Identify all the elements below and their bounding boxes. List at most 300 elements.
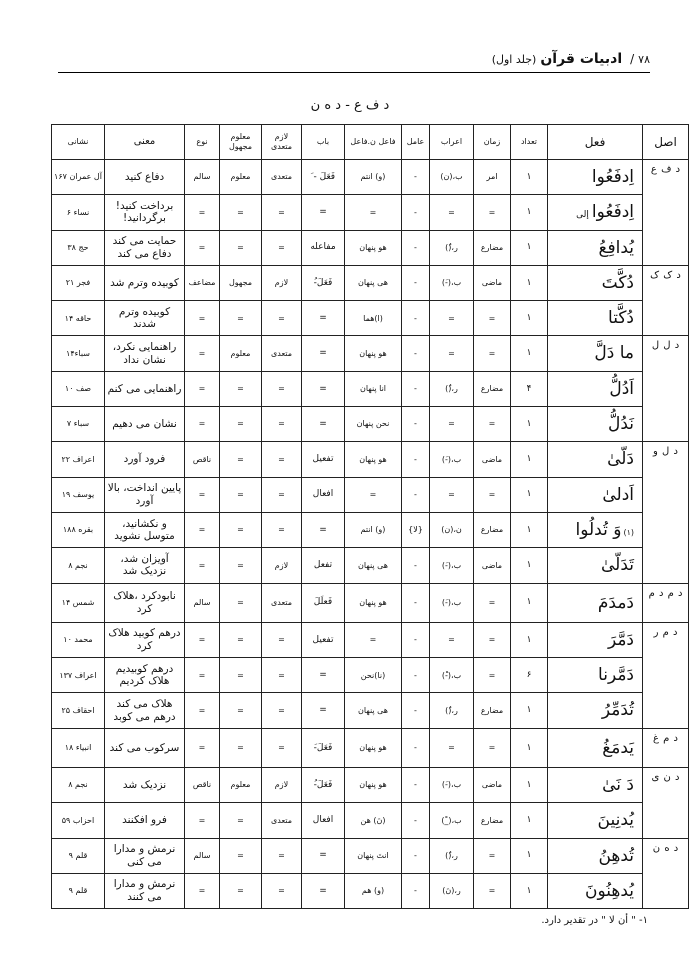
verb-text: يُدنِينَ [597, 810, 634, 831]
cell-bab: افعال [302, 803, 345, 838]
table-row [52, 768, 689, 803]
cell-erab: ر،(نَ) [430, 873, 474, 908]
cell-lazem: متعدی [262, 803, 302, 838]
header-fel: فعل [548, 125, 643, 160]
cell-faeel: (و) انتم [345, 160, 402, 195]
header-separator: / [630, 52, 635, 66]
table-row [52, 336, 689, 371]
cell-bab: فَعَلَ-ُ [302, 265, 345, 300]
table-row [52, 728, 689, 767]
cell-mana: نرمش و مدارا می کنی [105, 838, 185, 873]
verb-text: دَ نَیٰ [602, 775, 634, 795]
cell-lazem: = [262, 230, 302, 265]
cell-amel: - [402, 301, 430, 336]
table-row [52, 803, 689, 838]
cell-bab: = [302, 336, 345, 371]
cell-now: سالم [185, 583, 220, 622]
header-neshani: نشانی [52, 125, 105, 160]
cell-mana: فرو افکنند [105, 803, 185, 838]
cell-neshani: احزاب ۵۹ [52, 803, 105, 838]
page-number: ۷۸ [638, 52, 650, 66]
cell-mana: پایین انداخت، بالا آورد [105, 477, 185, 512]
table-row [52, 301, 689, 336]
cell-mana: دفاع کنید [105, 160, 185, 195]
cell-lazem: = [262, 512, 302, 547]
cell-fel [548, 768, 643, 803]
cell-malum: = [220, 512, 262, 547]
cell-amel: {لا} [402, 512, 430, 547]
cell-amel: - [402, 160, 430, 195]
cell-teedad: ۱ [511, 803, 548, 838]
cell-malum: = [220, 548, 262, 583]
cell-neshani: نجم ۸ [52, 548, 105, 583]
cell-bab: = [302, 512, 345, 547]
table-row [52, 195, 689, 230]
cell-fel [548, 407, 643, 442]
cell-faeel: هو پنهان [345, 336, 402, 371]
cell-neshani: سباء ۷ [52, 407, 105, 442]
header-divider [58, 72, 650, 73]
header-malum: معلوم مجهول [220, 125, 262, 160]
cell-fel [548, 265, 643, 300]
cell-malum: مجهول [220, 265, 262, 300]
cell-now: = [185, 301, 220, 336]
cell-lazem: = [262, 622, 302, 657]
verb-text: ما دَلَّ [594, 343, 634, 364]
cell-bab: تفعیل [302, 622, 345, 657]
cell-fel [548, 548, 643, 583]
verb-text: يُدهِنُونَ [584, 880, 634, 901]
cell-mana: کوبیده وترم شدند [105, 301, 185, 336]
cell-amel: - [402, 728, 430, 767]
cell-amel: - [402, 548, 430, 583]
cell-neshani: نجم ۸ [52, 768, 105, 803]
header-zaman: زمان [474, 125, 511, 160]
cell-bab: فَعَلَ - َ [302, 160, 345, 195]
cell-mana: راهنمایی نکرد، نشان نداد [105, 336, 185, 371]
cell-teedad: ۱ [511, 838, 548, 873]
table-row [52, 230, 689, 265]
cell-zaman: = [474, 336, 511, 371]
table-row [52, 548, 689, 583]
cell-fel [548, 838, 643, 873]
cell-amel: - [402, 230, 430, 265]
cell-amel: - [402, 873, 430, 908]
cell-teedad: ۱ [511, 873, 548, 908]
cell-neshani: یوسف ۱۹ [52, 477, 105, 512]
cell-now: = [185, 728, 220, 767]
cell-asl: د م غ [643, 728, 689, 767]
cell-fel [548, 658, 643, 693]
cell-now: = [185, 693, 220, 728]
cell-lazem: = [262, 371, 302, 406]
cell-zaman: = [474, 622, 511, 657]
cell-mana: نزدیک شد [105, 768, 185, 803]
cell-malum: = [220, 442, 262, 477]
cell-lazem: = [262, 728, 302, 767]
header-bab: باب [302, 125, 345, 160]
verb-text: نَدُلُّ [607, 414, 634, 435]
cell-faeel: نحن پنهان [345, 407, 402, 442]
cell-mana: درهم کوبید هلاک کرد [105, 622, 185, 657]
cell-zaman: مضارع [474, 230, 511, 265]
cell-malum: = [220, 728, 262, 767]
header-erab: اعراب [430, 125, 474, 160]
cell-erab: = [430, 301, 474, 336]
table-row [52, 442, 689, 477]
cell-malum: = [220, 658, 262, 693]
cell-teedad: ۱ [511, 442, 548, 477]
cell-bab: فَعلَلَ [302, 583, 345, 622]
cell-erab: = [430, 336, 474, 371]
cell-amel: - [402, 693, 430, 728]
cell-faeel: (و) انتم [345, 512, 402, 547]
cell-lazem: = [262, 195, 302, 230]
cell-fel [548, 336, 643, 371]
table-row [52, 583, 689, 622]
cell-mana: برداخت کنید! برگردانید! [105, 195, 185, 230]
verb-text: وَ تُدلُوا [575, 519, 622, 540]
cell-neshani: محمد ۱۰ [52, 622, 105, 657]
cell-now: سالم [185, 160, 220, 195]
verb-text: اَدُلُّ [609, 378, 634, 399]
cell-zaman: = [474, 407, 511, 442]
cell-mana: نرمش و مدارا می کنند [105, 873, 185, 908]
cell-erab: ب،(-َ) [430, 768, 474, 803]
header-mana: معنی [105, 125, 185, 160]
header-lazem: لازم متعدی [262, 125, 302, 160]
cell-faeel: هو پنهان [345, 583, 402, 622]
table-row [52, 265, 689, 300]
cell-mana: نابودکرد ،هلاک کرد [105, 583, 185, 622]
cell-zaman: مضارع [474, 693, 511, 728]
cell-amel: - [402, 838, 430, 873]
cell-erab: ب،(-َ) [430, 265, 474, 300]
cell-mana: درهم کوبیدیم هلاک کردیم [105, 658, 185, 693]
cell-mana: و نکشانید، متوسل نشوید [105, 512, 185, 547]
cell-teedad: ۱ [511, 768, 548, 803]
cell-malum: = [220, 622, 262, 657]
cell-lazem: لازم [262, 768, 302, 803]
cell-malum: = [220, 803, 262, 838]
cell-neshani: انبیاء ۱۸ [52, 728, 105, 767]
cell-erab: = [430, 477, 474, 512]
header-now: نوع [185, 125, 220, 160]
cell-teedad: ۱ [511, 160, 548, 195]
verb-text: تُدَمِّرُ [601, 700, 634, 721]
cell-asl: د ف ع [643, 160, 689, 266]
cell-erab: ر،(ُ) [430, 230, 474, 265]
cell-zaman: = [474, 301, 511, 336]
cell-erab: ب،(-َ) [430, 583, 474, 622]
cell-amel: - [402, 195, 430, 230]
cell-amel: - [402, 336, 430, 371]
cell-bab: مفاعله [302, 230, 345, 265]
cell-now: = [185, 336, 220, 371]
cell-erab: = [430, 622, 474, 657]
table-row [52, 371, 689, 406]
cell-malum: = [220, 838, 262, 873]
cell-fel [548, 728, 643, 767]
page-header [58, 48, 650, 70]
cell-faeel: هو پنهان [345, 768, 402, 803]
cell-bab: = [302, 838, 345, 873]
footnote: ۱- " أن لا " در تقدیر دارد. [541, 915, 648, 926]
cell-faeel: = [345, 622, 402, 657]
cell-teedad: ۱ [511, 693, 548, 728]
cell-mana: راهنمایی می کنم [105, 371, 185, 406]
cell-zaman: = [474, 583, 511, 622]
cell-now: = [185, 195, 220, 230]
cell-neshani: سباء۱۴ [52, 336, 105, 371]
cell-lazem: = [262, 477, 302, 512]
cell-neshani: بقره ۱۸۸ [52, 512, 105, 547]
verb-text: دَلّیٰ [607, 449, 634, 470]
cell-fel [548, 371, 643, 406]
cell-teedad: ۱ [511, 195, 548, 230]
cell-faeel: هو پنهان [345, 442, 402, 477]
cell-neshani: حاقه ۱۴ [52, 301, 105, 336]
cell-malum: = [220, 230, 262, 265]
cell-lazem: = [262, 838, 302, 873]
cell-amel: - [402, 658, 430, 693]
cell-asl: د م د م [643, 583, 689, 622]
cell-neshani: قلم ۹ [52, 873, 105, 908]
verb-table [51, 124, 689, 909]
cell-teedad: ۱ [511, 512, 548, 547]
cell-fel [548, 301, 643, 336]
cell-neshani: آل عمران ۱۶۷ [52, 160, 105, 195]
cell-now: ناقص [185, 442, 220, 477]
verb-text: اَدلیٰ [602, 484, 634, 505]
cell-zaman: = [474, 873, 511, 908]
cell-zaman: ماضی [474, 768, 511, 803]
header-faeel: فاعل ن.فاعل [345, 125, 402, 160]
cell-zaman: ماضی [474, 442, 511, 477]
cell-bab: = [302, 658, 345, 693]
cell-faeel: (و) هم [345, 873, 402, 908]
table-row [52, 477, 689, 512]
cell-faeel: انتَ پنهان [345, 838, 402, 873]
table-row [52, 658, 689, 693]
table-header-row [52, 125, 689, 160]
cell-teedad: ۱ [511, 230, 548, 265]
cell-zaman: ماضی [474, 265, 511, 300]
cell-malum: = [220, 873, 262, 908]
cell-teedad: ۶ [511, 658, 548, 693]
cell-mana: حمایت می کند دفاع می کند [105, 230, 185, 265]
cell-mana: آویزان شد، نزدیک شد [105, 548, 185, 583]
cell-fel [548, 442, 643, 477]
cell-asl: د ل ل [643, 336, 689, 442]
cell-faeel: هی پنهان [345, 265, 402, 300]
cell-malum: = [220, 195, 262, 230]
verb-text: يُدافِعُ [598, 237, 634, 258]
cell-amel: - [402, 265, 430, 300]
cell-bab: تفعل [302, 548, 345, 583]
verb-text: دُكَّتَ [601, 272, 634, 293]
footnote-marker: (۱) [623, 527, 634, 537]
cell-erab: ر،(ُ) [430, 693, 474, 728]
cell-zaman: مضارع [474, 803, 511, 838]
cell-faeel: هی پنهان [345, 693, 402, 728]
cell-neshani: شمس ۱۴ [52, 583, 105, 622]
cell-neshani: حج ۳۸ [52, 230, 105, 265]
cell-malum: = [220, 693, 262, 728]
cell-lazem: = [262, 658, 302, 693]
verb-text: تَدَلّیٰ [600, 555, 634, 576]
cell-malum: = [220, 407, 262, 442]
cell-bab: فَعَلَ-َ [302, 728, 345, 767]
cell-zaman: = [474, 477, 511, 512]
cell-fel [548, 873, 643, 908]
cell-bab: افعال [302, 477, 345, 512]
cell-faeel: (نا)نحن [345, 658, 402, 693]
cell-malum: معلوم [220, 160, 262, 195]
cell-lazem: لازم [262, 265, 302, 300]
cell-now: = [185, 658, 220, 693]
cell-bab: = [302, 693, 345, 728]
cell-fel [548, 160, 643, 195]
table-row [52, 838, 689, 873]
cell-now: = [185, 230, 220, 265]
verb-text: دَمدَمَ [597, 592, 634, 613]
cell-now: مضاعف [185, 265, 220, 300]
cell-erab: = [430, 407, 474, 442]
cell-faeel: انا پنهان [345, 371, 402, 406]
cell-fel [548, 622, 643, 657]
cell-neshani: صف ۱۰ [52, 371, 105, 406]
cell-lazem: = [262, 693, 302, 728]
cell-bab: = [302, 195, 345, 230]
cell-amel: - [402, 407, 430, 442]
verb-text: تُدهِنُ [598, 845, 634, 866]
cell-erab: ب،(-ْ) [430, 658, 474, 693]
cell-now: = [185, 622, 220, 657]
cell-teedad: ۱ [511, 477, 548, 512]
cell-lazem: متعدی [262, 336, 302, 371]
cell-zaman: = [474, 658, 511, 693]
verb-preposition: إلی [576, 210, 589, 221]
cell-malum: معلوم [220, 336, 262, 371]
cell-malum: = [220, 371, 262, 406]
cell-erab: ر،(ُ) [430, 838, 474, 873]
cell-asl: د ک ک [643, 265, 689, 336]
cell-lazem: لازم [262, 548, 302, 583]
verb-text: اِدفَعُوا [591, 202, 634, 223]
cell-bab: فَعَلَ-ُ [302, 768, 345, 803]
cell-zaman: مضارع [474, 371, 511, 406]
cell-asl: د ل و [643, 442, 689, 583]
cell-malum: معلوم [220, 768, 262, 803]
table-row [52, 407, 689, 442]
cell-mana: فرود آورد [105, 442, 185, 477]
cell-teedad: ۱ [511, 583, 548, 622]
cell-lazem: = [262, 407, 302, 442]
cell-bab: = [302, 873, 345, 908]
cell-amel: - [402, 803, 430, 838]
cell-zaman: = [474, 195, 511, 230]
cell-now: ناقص [185, 768, 220, 803]
cell-fel [548, 477, 643, 512]
cell-amel: - [402, 477, 430, 512]
cell-neshani: فجر ۲۱ [52, 265, 105, 300]
cell-bab: = [302, 371, 345, 406]
cell-now: سالم [185, 838, 220, 873]
cell-now: = [185, 548, 220, 583]
cell-amel: - [402, 442, 430, 477]
cell-neshani: اعراف ۲۲ [52, 442, 105, 477]
cell-amel: - [402, 622, 430, 657]
cell-now: = [185, 873, 220, 908]
header-asl: اصل [643, 125, 689, 160]
cell-zaman: مضارع [474, 512, 511, 547]
table-row [52, 512, 689, 547]
cell-amel: - [402, 768, 430, 803]
cell-neshani: نساء ۶ [52, 195, 105, 230]
table-body [52, 160, 689, 909]
cell-faeel: (ا)هما [345, 301, 402, 336]
verb-text: يَدمَغُ [602, 737, 634, 758]
cell-teedad: ۱ [511, 265, 548, 300]
cell-bab: = [302, 407, 345, 442]
cell-teedad: ۱ [511, 548, 548, 583]
section-title: د ف ع - د ه ن [310, 98, 390, 113]
cell-zaman: امر [474, 160, 511, 195]
cell-malum: = [220, 301, 262, 336]
cell-fel [548, 512, 643, 547]
cell-teedad: ۴ [511, 371, 548, 406]
cell-now: = [185, 512, 220, 547]
cell-mana: کوبیده وترم شد [105, 265, 185, 300]
cell-bab: = [302, 301, 345, 336]
cell-faeel: هی پنهان [345, 548, 402, 583]
cell-erab: = [430, 728, 474, 767]
cell-zaman: = [474, 728, 511, 767]
cell-malum: = [220, 477, 262, 512]
cell-lazem: = [262, 301, 302, 336]
cell-zaman: ماضی [474, 548, 511, 583]
cell-faeel: هو پنهان [345, 230, 402, 265]
verb-text: دُكَّتا [608, 308, 634, 329]
cell-now: = [185, 803, 220, 838]
cell-erab: ن،(ن) [430, 512, 474, 547]
cell-fel [548, 195, 643, 230]
cell-asl: د ه ن [643, 838, 689, 909]
cell-bab: تفعیل [302, 442, 345, 477]
cell-erab: ب،(-َ) [430, 548, 474, 583]
cell-now: = [185, 371, 220, 406]
cell-erab: ب،(_ْ) [430, 803, 474, 838]
table-row [52, 622, 689, 657]
cell-mana: نشان می دهیم [105, 407, 185, 442]
cell-erab: ب،(-َ) [430, 442, 474, 477]
verb-text: اِدفَعُوا [591, 166, 634, 187]
cell-fel [548, 693, 643, 728]
cell-lazem: = [262, 873, 302, 908]
header-teedad: تعداد [511, 125, 548, 160]
cell-asl: د ن ی [643, 768, 689, 839]
cell-lazem: متعدی [262, 583, 302, 622]
cell-lazem: متعدی [262, 160, 302, 195]
verb-text: دَمَّرَ [607, 629, 634, 650]
book-title: ادبیات قرآن [540, 51, 623, 67]
cell-teedad: ۱ [511, 336, 548, 371]
verb-text: دَمَّرنا [598, 665, 634, 686]
cell-neshani: احقاف ۲۵ [52, 693, 105, 728]
table-row [52, 693, 689, 728]
cell-faeel: = [345, 477, 402, 512]
